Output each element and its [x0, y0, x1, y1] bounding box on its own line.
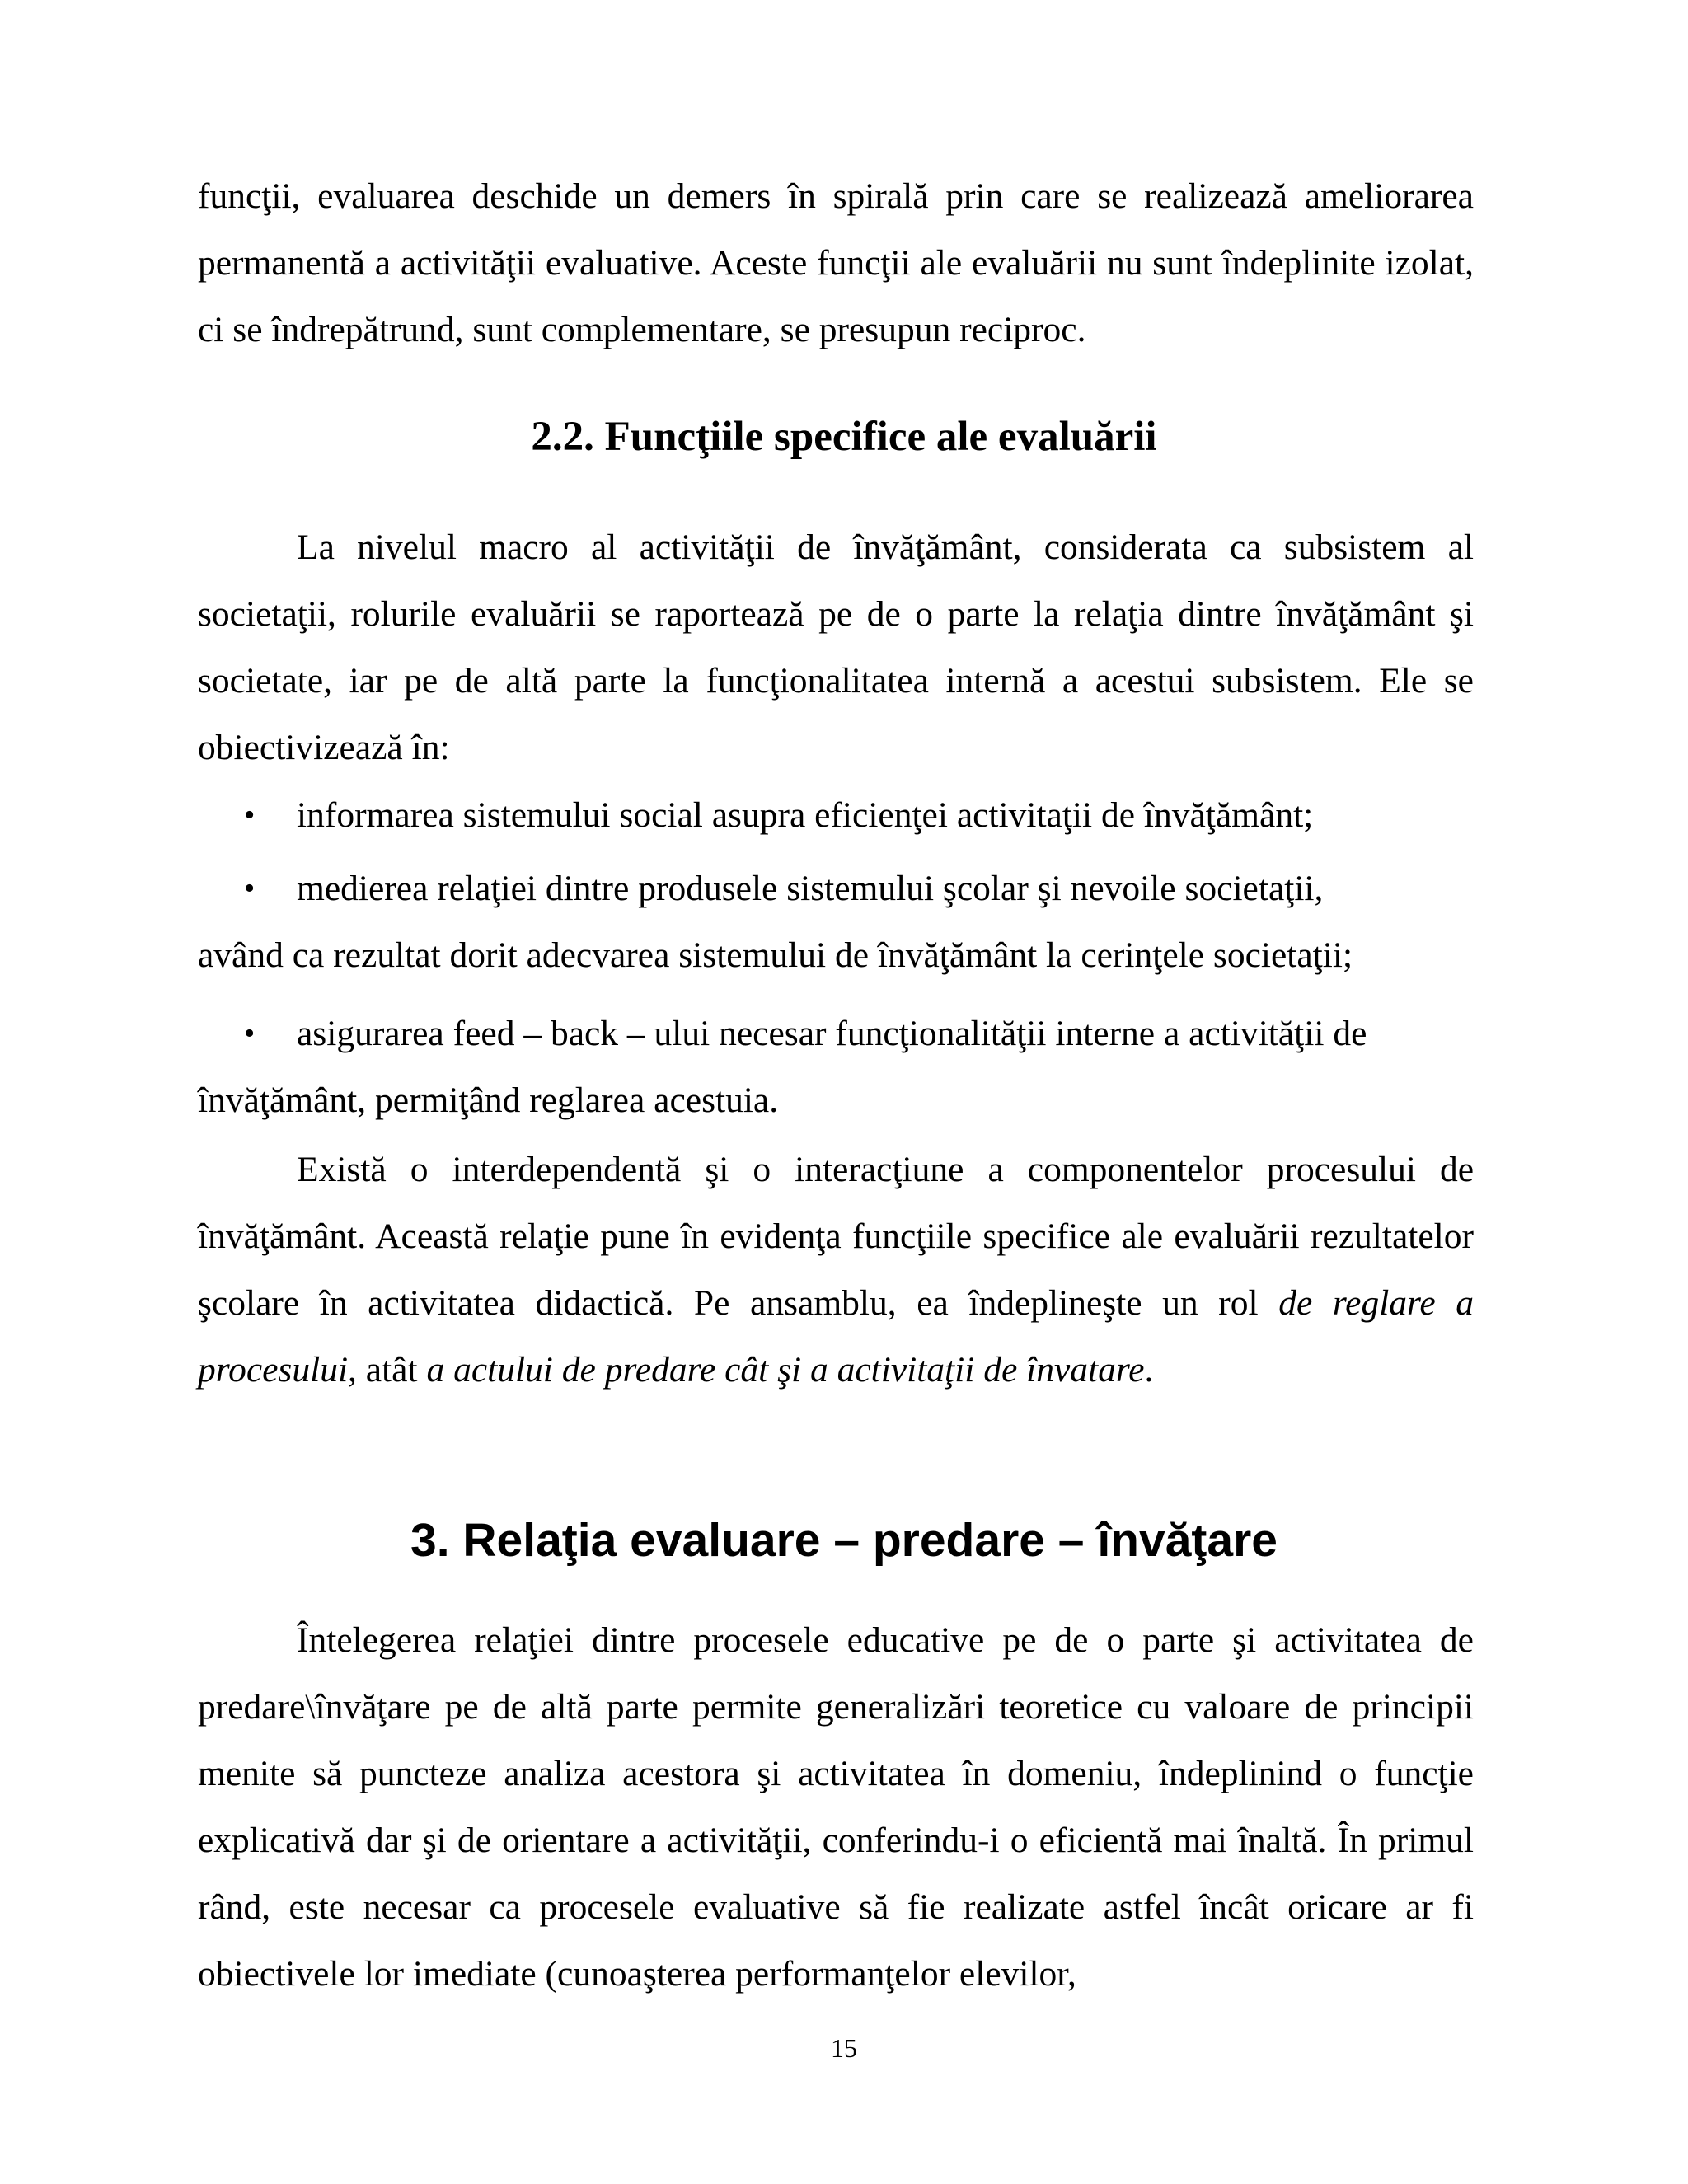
- bullet-text: asigurarea feed – back – ului necesar funcţionalităţii interne a activităţii de: [297, 1014, 1367, 1053]
- page-number: 15: [831, 2033, 857, 2063]
- paragraph-relationship: Întelegerea relaţiei dintre procesele educative pe de o parte şi activitatea de predare\învăţare pe de altă parte permite generalizări teoretice cu valoare de principii menite să puncteze analiza acestora şi activitatea în domeniu, îndeplinind o funcţie explicativă dar şi de orientare a activităţii, conferindu-i o eficientă mai înaltă. În primul rând, este necesar ca procesele evaluative să fie realizate astfel încât oricare ar fi obiectivele lor imediate (cunoaşterea performanţelor elevilor,: [198, 1620, 1474, 1994]
- bullet-continuation: învăţământ, permiţând reglarea acestuia.: [198, 1080, 779, 1120]
- bullet-item-informing: [198, 782, 1474, 849]
- text-run: .: [1144, 1350, 1154, 1390]
- paragraph-interdependence: [198, 1137, 1474, 1404]
- section-3-heading: 3. Relaţia evaluare – predare – învăţare: [410, 1514, 1278, 1567]
- bullet-continuation: având ca rezultat dorit adecvarea sistemului de învăţământ la cerinţele societaţii;: [198, 935, 1353, 975]
- bullet-text: medierea relaţiei dintre produsele sistemului şcolar şi nevoile societaţii,: [297, 869, 1324, 908]
- paragraph-macro-level: La nivelul macro al activităţii de învăţământ, considerata ca subsistem al societaţii, rolurile evaluării se raportează pe de o parte la relaţia dintre învăţământ şi societate, iar pe de altă parte la funcţionalitatea internă a acestui subsistem. Ele se obiectivizează în:: [198, 527, 1474, 767]
- italic-run: a actului de predare cât şi a activitaţii de învatare: [426, 1350, 1145, 1390]
- text-run: Există o interdependentă şi o interacţiune a componentelor procesului de învăţământ. Această relaţie pune în evidenţa funcţiile specifice ale evaluării rezultatelor şcolare în activitatea didactică. Pe ansamblu, ea îndeplineşte un rol: [198, 1150, 1474, 1323]
- bullet-item-feedback: [198, 1001, 1474, 1134]
- italic-run: de reglare a procesului: [198, 1283, 1474, 1390]
- bullet-icon: •: [244, 871, 256, 906]
- bullet-text: informarea sistemului social asupra eficienţei activitaţii de învăţământ;: [297, 795, 1314, 835]
- bullet-item-mediating: [198, 855, 1474, 989]
- section-2-2-heading: 2.2. Funcţiile specifice ale evaluării: [531, 414, 1157, 460]
- text-run: , atât: [348, 1350, 427, 1390]
- bullet-icon: •: [244, 798, 256, 832]
- bullet-icon: •: [244, 1016, 256, 1051]
- paragraph-evaluation-functions: funcţii, evaluarea deschide un demers în spirală prin care se realizează ameliorarea permanentă a activităţii evaluative. Aceste funcţii ale evaluării nu sunt îndeplinite izolat, ci se îndrepătrund, sunt complementare, se presupun reciproc.: [198, 176, 1474, 349]
